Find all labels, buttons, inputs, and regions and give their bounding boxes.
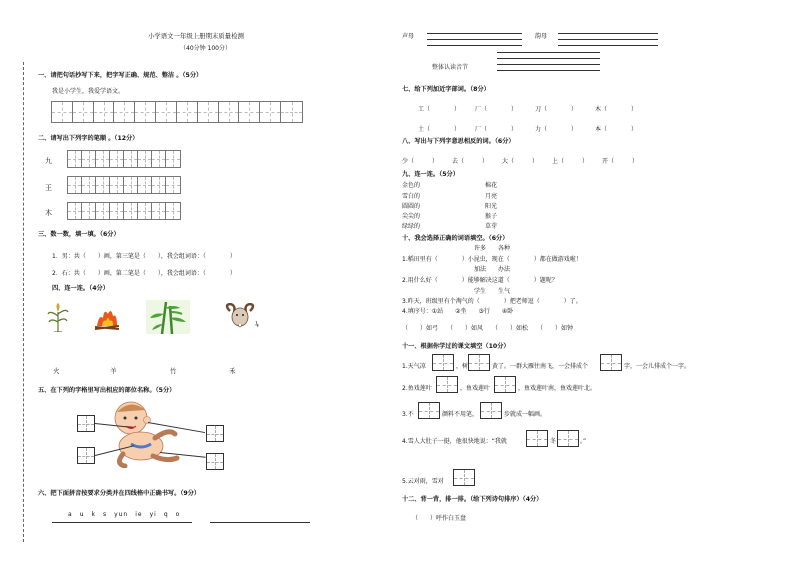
body-part-box-3[interactable] <box>206 425 224 442</box>
match-word-bamboo: 竹 <box>170 367 177 375</box>
copy-sentence: 我是小学生，我爱学语文。 <box>52 88 125 95</box>
match-right-2: 月亮 <box>485 193 498 200</box>
s7-row1-item2: 厂（ ） <box>475 106 518 113</box>
count-question-1: 1．男：共（ ）画，第三笔是（ ），我会组词语：（ ） <box>52 253 236 260</box>
antonym-5: 开（ ） <box>602 158 639 165</box>
yunmu-line-3[interactable] <box>558 45 658 46</box>
binding-margin-line <box>23 62 24 542</box>
text-fill-box-1[interactable] <box>432 354 454 371</box>
text-fill-4b: 冬 <box>550 438 557 445</box>
count-question-2: 2．石：共（ ）画，第二笔是（ ），我会组词语：（ ） <box>52 270 236 277</box>
text-fill-2b: ，鱼戏莲叶 <box>460 385 491 392</box>
text-fill-1a: 1.天气凉 <box>402 363 426 370</box>
section-11-title: 十一、根据你学过的课文填空（10分） <box>402 343 510 350</box>
writing-grid-s1[interactable] <box>51 101 303 123</box>
poem-order-1: （ ）呼作白玉盘 <box>412 515 467 522</box>
match-right-4: 猴子 <box>485 213 498 220</box>
exam-subtitle: （40分钟 100分） <box>180 45 231 52</box>
text-fill-box-10[interactable] <box>453 469 475 486</box>
section-2-title: 二、请写出下列字的笔顺 。（12分） <box>38 135 139 142</box>
stroke-char-2: 王 <box>45 184 52 192</box>
stroke-grid-1[interactable] <box>67 150 181 168</box>
bamboo-picture <box>146 300 190 334</box>
yunmu-line-2[interactable] <box>558 39 658 40</box>
text-fill-4a: 4.雪人大肚子一挺，他很快地说：“我就 <box>402 438 507 445</box>
text-fill-2a: 2.鱼戏莲叶 <box>402 385 432 392</box>
pinyin-letters: a u k s yun ie yi q o <box>68 511 181 518</box>
text-fill-box-2[interactable] <box>468 354 490 371</box>
text-fill-2c: ，鱼戏莲叶南，鱼戏莲叶北。 <box>518 385 597 392</box>
s7-row2-item3: 力（ ） <box>535 126 578 133</box>
stroke-char-3: 木 <box>45 209 52 217</box>
shengmu-line-1[interactable] <box>427 33 522 34</box>
text-fill-3a: 3.不 <box>402 411 414 418</box>
s7-row1-item1: 工（ ） <box>418 106 461 113</box>
section-12-title: 十二、背一背，排一排。（给下列诗句排序）（4分） <box>402 496 543 503</box>
s7-row2-item1: 土（ ） <box>418 126 461 133</box>
fill-question-3: 3.昨天，班级里有个淘气的（ ）把老师逗（ ）了。 <box>402 298 582 305</box>
fill-question-2: 2.用什么好（ ）能够解决这道（ ）题呢？ <box>402 277 558 284</box>
text-fill-box-4[interactable] <box>436 376 458 393</box>
zhengti-label: 整体认读音节 <box>432 64 469 71</box>
match-word-goat: 羊 <box>110 367 117 375</box>
zhengti-line-3[interactable] <box>497 64 600 65</box>
section-1-title: 一、请把句话抄写下来，把字写正确、规范、整洁 。（5分） <box>38 72 203 79</box>
zhengti-line-2[interactable] <box>497 58 600 59</box>
text-fill-box-3[interactable] <box>600 354 622 371</box>
text-fill-box-8[interactable] <box>526 430 548 447</box>
text-fill-4c: 。” <box>580 438 587 445</box>
fill-question-1: 1.稻田里有（ ）小昆虫，现在（ ）都在做游戏啦！ <box>402 256 582 263</box>
text-fill-box-9[interactable] <box>557 430 579 447</box>
antonym-4: 上（ ） <box>552 158 589 165</box>
word-options-2: 加法 办法 <box>474 266 511 273</box>
section-9-title: 九、连一连。（5分） <box>402 171 459 178</box>
antonym-1: 少（ ） <box>402 158 439 165</box>
section-3-title: 三、数一数，填一填。（6分） <box>38 231 120 238</box>
text-fill-box-5[interactable] <box>494 376 516 393</box>
fire-picture <box>93 306 121 330</box>
fill-question-4-title: 4.填序号：①站 ②坐 ③行 ④卧 <box>402 308 514 315</box>
shengmu-line-2[interactable] <box>427 39 522 40</box>
section-7-title: 七、给下列加近字部词。（8分） <box>402 86 490 93</box>
body-part-box-4[interactable] <box>206 453 224 470</box>
stroke-char-1: 九 <box>45 157 52 165</box>
section-5-title: 五、在下列的字格里写出相应的部位名称。（5分） <box>38 387 176 394</box>
match-right-3: 阳光 <box>485 203 498 210</box>
match-right-1: 棉花 <box>485 182 498 189</box>
fill-question-4: （ ）如弓 （ ）如风 （ ）如松 （ ）如钟 <box>402 325 574 332</box>
text-fill-1c: 黄了。一群大雁往南飞，一会排成个 <box>492 363 589 370</box>
zhengti-line-4[interactable] <box>497 70 600 71</box>
text-fill-1d: 字，一会儿排成个一字。 <box>624 363 691 370</box>
match-word-fire: 火 <box>53 367 60 375</box>
text-fill-3c: 步就成一幅画。 <box>504 411 547 418</box>
s7-row2-item4: 本（ ） <box>595 126 638 133</box>
rice-plant-picture <box>46 302 70 332</box>
section-8-title: 八、写出与下列字意思相反的词。（6分） <box>402 138 515 145</box>
match-left-2: 雪白的 <box>402 193 421 200</box>
match-left-4: 尖尖的 <box>402 213 421 220</box>
body-part-box-1[interactable] <box>77 415 95 432</box>
stroke-grid-2[interactable] <box>67 176 181 194</box>
section-10-title: 十、我会选择正确的词语填空。（6分） <box>402 235 509 242</box>
stroke-grid-3[interactable] <box>67 202 181 220</box>
match-left-1: 金色的 <box>402 182 421 189</box>
text-fill-1b: ，树 <box>456 363 469 370</box>
match-right-5: 草芽 <box>485 223 498 230</box>
match-left-3: 圆圆的 <box>402 203 421 210</box>
s7-row1-item4: 木（ ） <box>595 106 638 113</box>
exam-title: 小学语文一年级上册期末质量检测 <box>148 32 244 40</box>
match-left-5: 绿绿的 <box>402 223 421 230</box>
baby-picture <box>103 398 183 468</box>
s7-row2-item2: 厂（ ） <box>475 126 518 133</box>
zhengti-line-1[interactable] <box>497 52 600 53</box>
section-4-title: 四、连一连。（4分） <box>52 285 109 292</box>
section-6-title: 六、把下面拼音按要求分类并在四线格中正确书写。（9分） <box>38 490 201 497</box>
text-fill-box-7[interactable] <box>480 402 502 419</box>
shengmu-line-3[interactable] <box>427 45 522 46</box>
antonym-3: 大（ ） <box>502 158 539 165</box>
text-fill-5: 5.云对雨，雪对 <box>402 478 444 485</box>
text-fill-3b: 颜料不用笔， <box>442 411 479 418</box>
text-fill-box-6[interactable] <box>418 402 440 419</box>
antonym-2: 去（ ） <box>452 158 489 165</box>
word-options-1: 许多 各种 <box>474 245 511 252</box>
body-part-box-2[interactable] <box>77 447 95 464</box>
word-options-3: 学生 生气 <box>474 288 511 295</box>
goat-picture <box>222 303 260 333</box>
four-line-grid-1[interactable] <box>52 522 192 523</box>
four-line-grid-2[interactable] <box>210 522 310 523</box>
yunmu-label: 韵母 <box>535 33 548 40</box>
s7-row1-item3: 刀（ ） <box>535 106 578 113</box>
yunmu-line-1[interactable] <box>558 33 658 34</box>
match-word-grain: 禾 <box>229 367 236 375</box>
shengmu-label: 声母 <box>402 33 415 40</box>
